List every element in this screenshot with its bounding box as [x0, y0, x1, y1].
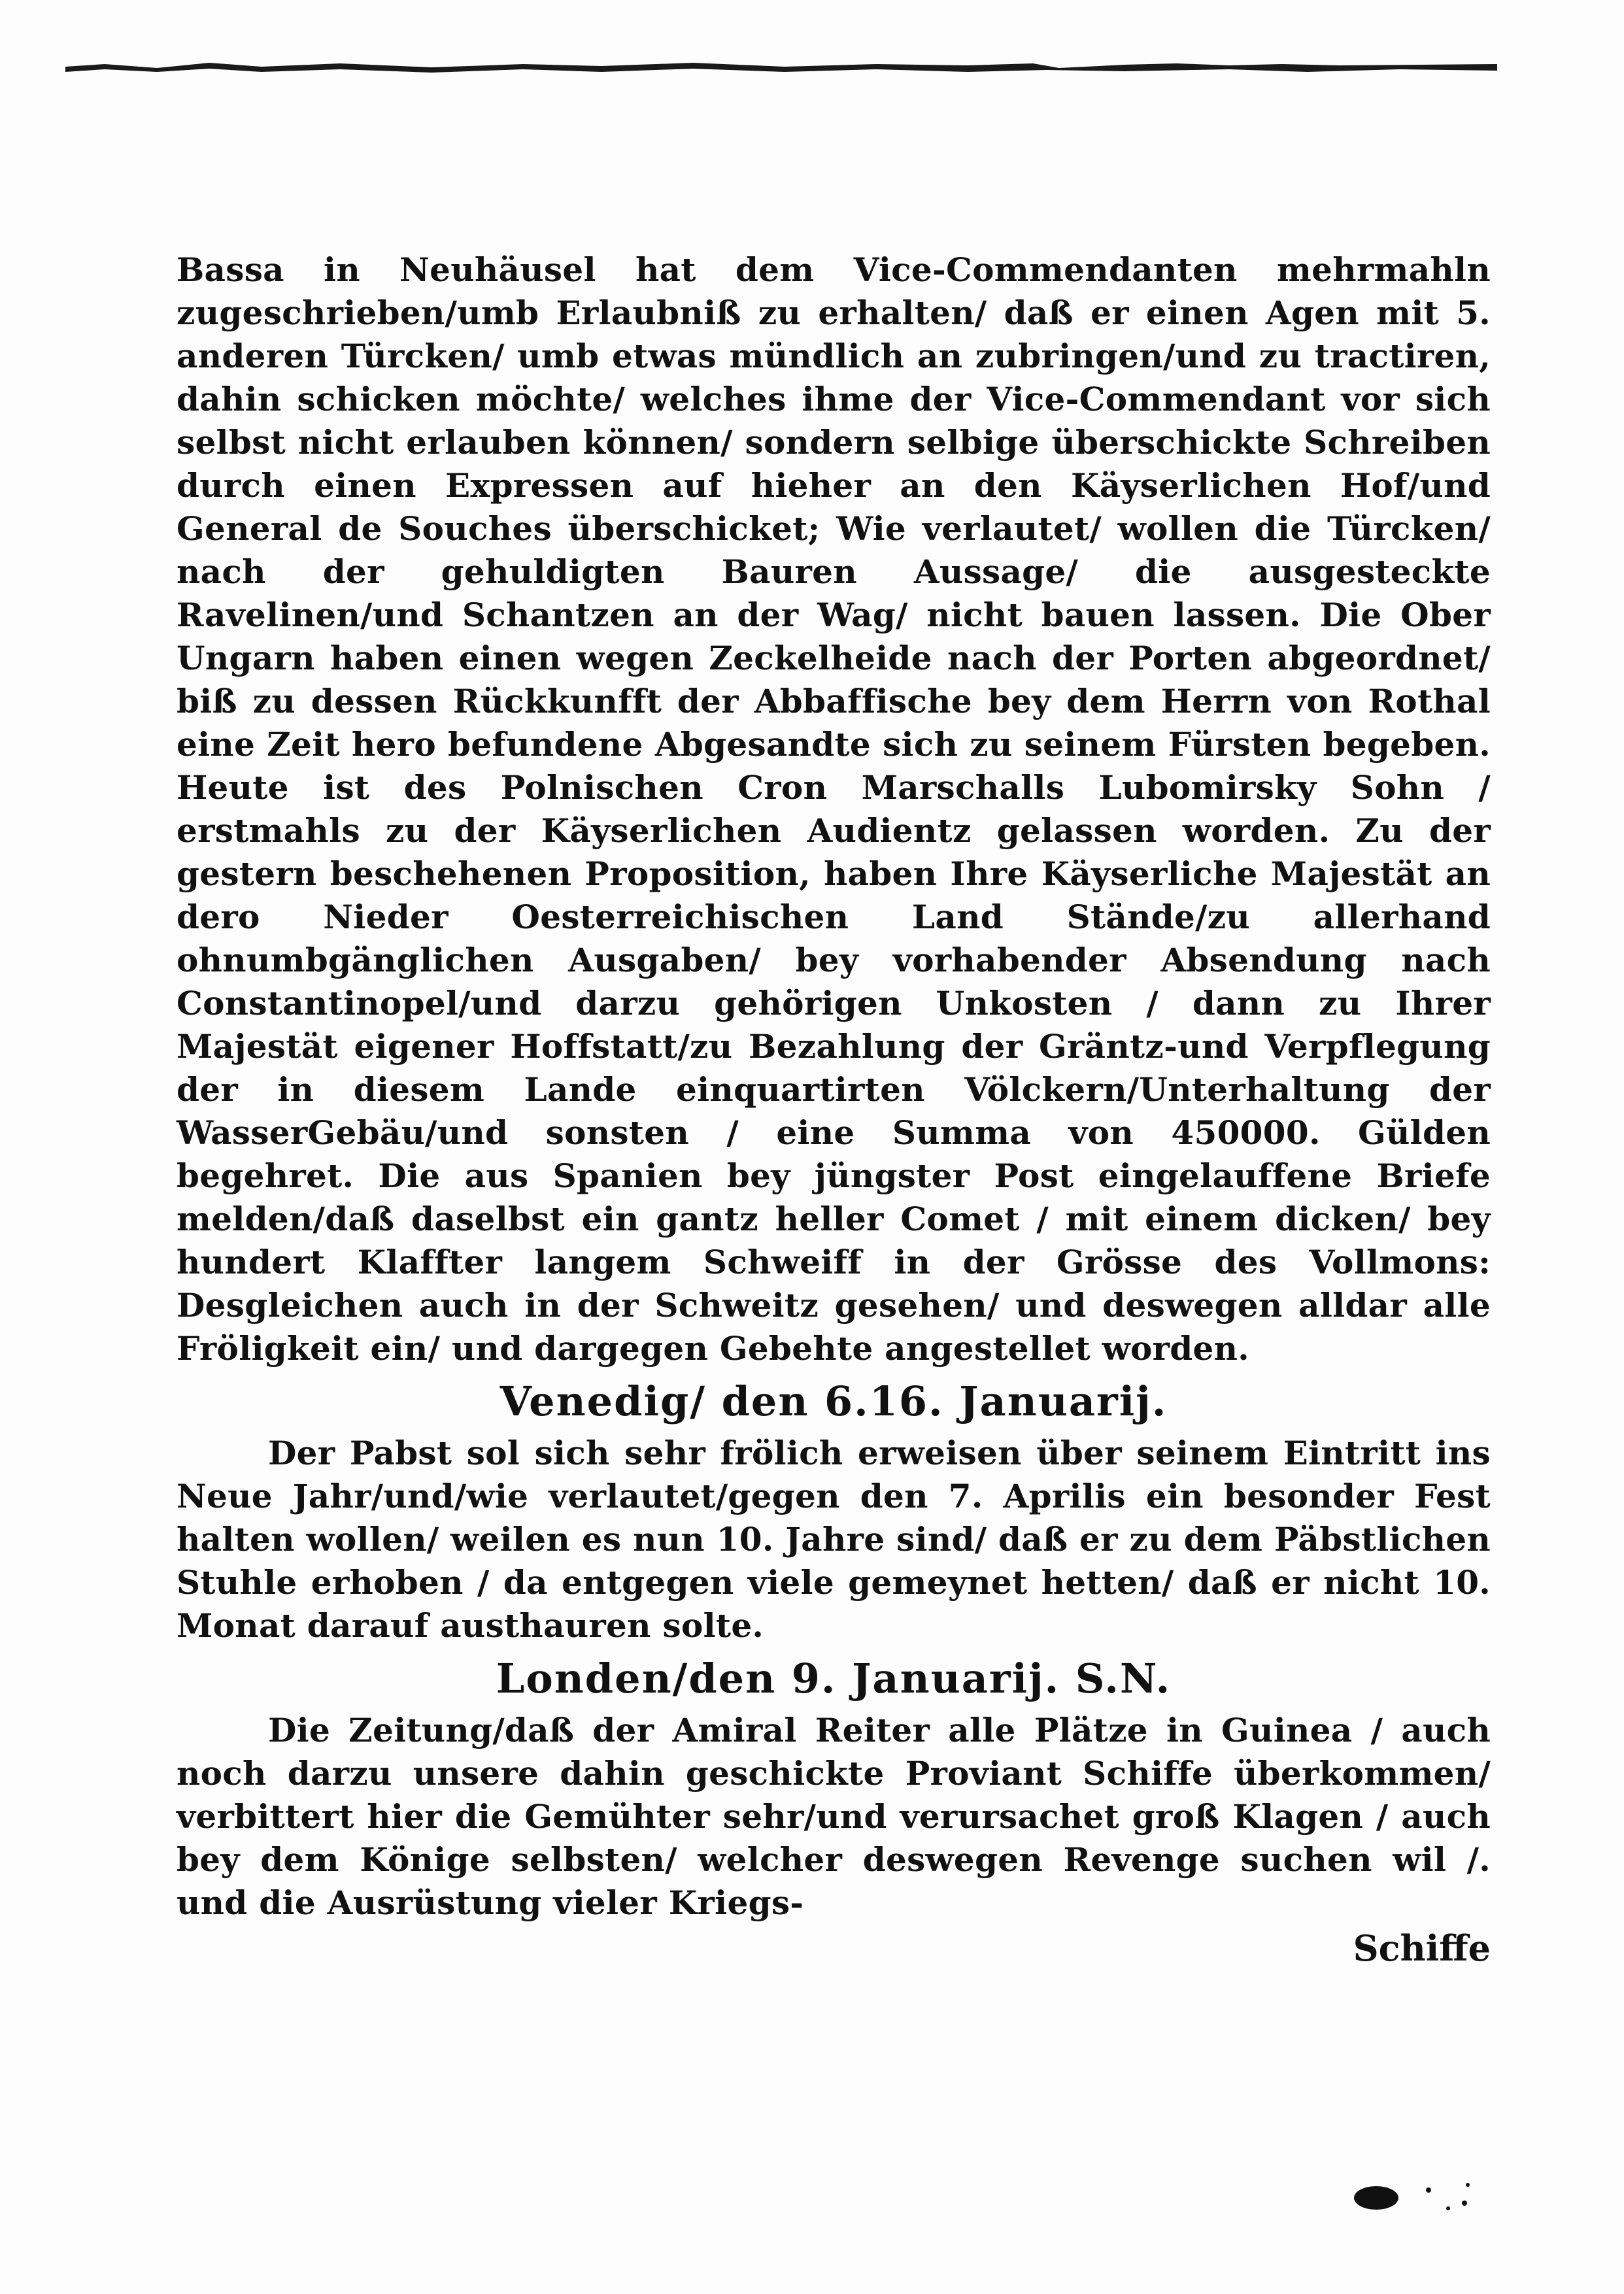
- ink-smudge: [1350, 2170, 1481, 2223]
- london-report-paragraph: Die Zeitung/daß der Amiral Reiter alle Plätze in Guinea / auch noch darzu unsere dahin geschickte Proviant Schiffe überkommen/ verbittert hier die Gemühter sehr/und verursachet groß Klagen / auch bey dem Könige selbsten/ welcher deswegen Revenge suchen wil /. und die Ausrüstung vieler Kriegs-: [177, 1711, 1491, 1922]
- venice-dateline-heading: Venedig/ den 6.16. Januarij.: [499, 1377, 1168, 1425]
- venice-report-paragraph: Der Pabst sol sich sehr frölich erweisen über seinem Eintritt ins Neue Jahr/und/wie verlautet/gegen den 7. Aprilis ein besonder Fest halten wollen/ weilen es nun 10. Jahre sind/ daß er zu dem Päbstlichen Stuhle erhoben / da entgegen viele gemeynet hetten/ daß er nicht 10. Monat darauf austhauren solte.: [177, 1434, 1491, 1645]
- london-dateline-heading: Londen/den 9. Januarij. S.N.: [496, 1655, 1172, 1702]
- catchword: Schiffe: [1353, 1927, 1491, 1969]
- vienna-report-paragraph: Bassa in Neuhäusel hat dem Vice-Commendanten mehrmahln zugeschrieben/umb Erlaubniß zu erhalten/ daß er einen Agen mit 5. anderen Türcken/ umb etwas mündlich an zubringen/und zu tractiren, dahin schicken möchte/ welches ihme der Vice-Commendant vor sich selbst nicht erlauben können/ sondern selbige überschickte Schreiben durch einen Expressen auf hieher an den Käyserlichen Hof/und General de Souches überschicket; Wie verlautet/ wollen die Türcken/ nach der gehuldigten Bauren Aussage/ die ausgesteckte Ravelinen/und Schantzen an der Wag/ nicht bauen lassen. Die Ober Ungarn haben einen wegen Zeckelheide nach der Porten abgeordnet/ biß zu dessen Rückkunfft der Abbaffische bey dem Herrn von Rothal eine Zeit hero befundene Abgesandte sich zu seinem Fürsten begeben. Heute ist des Polnischen Cron Marschalls Lubomirsky Sohn / erstmahls zu der Käyserlichen Audientz gelassen worden. Zu der gestern beschehenen Proposition, haben Ihre Käyserliche Majestät an dero Nieder Oesterreichischen Land Stände/zu allerhand ohnumbgänglichen Ausgaben/ bey vorhabender Absendung nach Constantinopel/und darzu gehörigen Unkosten / dann zu Ihrer Majestät eigener Hoffstatt/zu Bezahlung der Gräntz-und Verpflegung der in diesem Lande einquartirten Völckern/Unterhaltung der WasserGebäu/und sonsten / eine Summa von 450000. Gülden begehret. Die aus Spanien bey jüngster Post eingelauffene Briefe melden/daß daselbst ein gantz heller Comet / mit einem dicken/ bey hundert Klaffter langem Schweiff in der Grösse des Vollmons: Desgleichen auch in der Schweitz gesehen/ und deswegen alldar alle Fröligkeit ein/ und dargegen Gebehte angestellet worden.: [177, 250, 1491, 1368]
- torn-top-rule: [65, 58, 1497, 77]
- article-body: [177, 248, 1491, 1972]
